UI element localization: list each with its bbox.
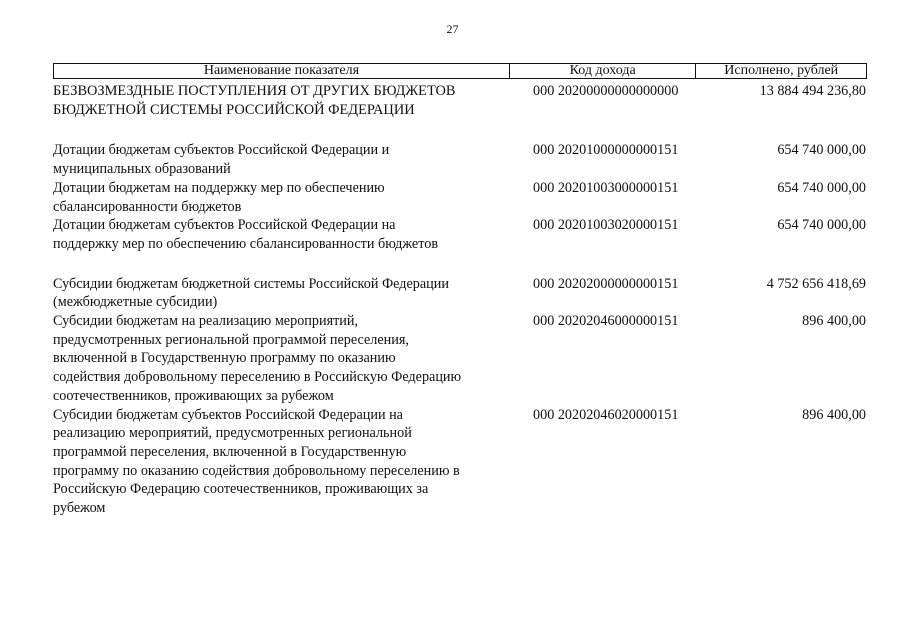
row-name-line: Дотации бюджетам субъектов Российской Федерации и <box>53 142 390 159</box>
row-name <box>52 312 509 406</box>
table-row <box>52 179 867 216</box>
header-code: Код дохода <box>509 64 696 78</box>
row-name-line: БЕЗВОЗМЕЗДНЫЕ ПОСТУПЛЕНИЯ ОТ ДРУГИХ БЮДЖЕТОВ <box>53 83 456 99</box>
row-name-line: сбалансированности бюджетов <box>53 198 242 215</box>
row-name-line: Субсидии бюджетам на реализацию мероприятий, <box>53 313 359 330</box>
row-name-line: предусмотренных региональной программой переселения, <box>53 331 409 348</box>
row-name <box>52 141 509 178</box>
row-code: 000 20201000000000151 <box>533 142 679 159</box>
header-name: Наименование показателя <box>53 64 509 78</box>
row-name <box>52 82 509 119</box>
row-name-line: включенной в Государственную программу по оказанию <box>53 350 396 367</box>
row-name-line: муниципальных образований <box>53 161 231 178</box>
table-row <box>52 312 867 406</box>
row-amount: 4 752 656 418,69 <box>766 275 866 292</box>
row-name-line: соотечественников, проживающих за рубежом <box>53 387 334 404</box>
table-header <box>53 63 867 79</box>
row-code: 000 20200000000000000 <box>533 83 679 99</box>
row-amount: 654 740 000,00 <box>777 142 866 159</box>
row-name-line: Субсидии бюджетам бюджетной системы Российской Федерации <box>53 275 449 292</box>
row-amount: 896 400,00 <box>802 406 866 423</box>
row-amount: 654 740 000,00 <box>777 179 866 196</box>
row-name-line: Субсидии бюджетам субъектов Российской Федерации на <box>53 406 403 423</box>
row-name-line: рубежом <box>53 500 106 517</box>
row-name <box>52 275 509 312</box>
row-name-line: программу по оказанию содействия добровольному переселению в <box>53 462 460 479</box>
row-code: 000 20201003020000151 <box>533 217 679 234</box>
row-code: 000 20202000000000151 <box>533 275 679 292</box>
table-row <box>52 275 867 312</box>
revenue-table <box>52 63 867 518</box>
row-amount: 654 740 000,00 <box>777 217 866 234</box>
row-code: 000 20202046020000151 <box>533 406 679 423</box>
row-code: 000 20201003000000151 <box>533 179 679 196</box>
table-row <box>52 216 867 253</box>
row-name-line: Дотации бюджетам на поддержку мер по обеспечению <box>53 179 385 196</box>
row-name <box>52 179 509 216</box>
row-code: 000 20202046000000151 <box>533 313 679 330</box>
row-amount: 13 884 494 236,80 <box>759 83 866 99</box>
row-name-line: Дотации бюджетам субъектов Российской Федерации на <box>53 217 396 234</box>
row-name-line: Российскую Федерацию соотечественников, проживающих за <box>53 481 429 498</box>
row-name-line: программой переселения, включенной в Государственную <box>53 443 407 460</box>
table-row <box>52 141 867 178</box>
row-name <box>52 216 509 253</box>
row-name-line: (межбюджетные субсидии) <box>53 294 218 311</box>
row-name-line: БЮДЖЕТНОЙ СИСТЕМЫ РОССИЙСКОЙ ФЕДЕРАЦИИ <box>53 101 415 118</box>
row-name-line: содействия добровольному переселению в Российскую Федерацию <box>53 369 462 386</box>
row-name-line: поддержку мер по обеспечению сбалансированности бюджетов <box>53 235 439 252</box>
table-row <box>52 406 867 518</box>
page-number: 27 <box>446 22 459 36</box>
row-name-line: реализацию мероприятий, предусмотренных региональной <box>53 425 412 442</box>
table-row <box>52 82 867 119</box>
row-name <box>52 406 509 518</box>
header-amount: Исполнено, рублей <box>695 64 866 78</box>
row-amount: 896 400,00 <box>802 313 866 330</box>
